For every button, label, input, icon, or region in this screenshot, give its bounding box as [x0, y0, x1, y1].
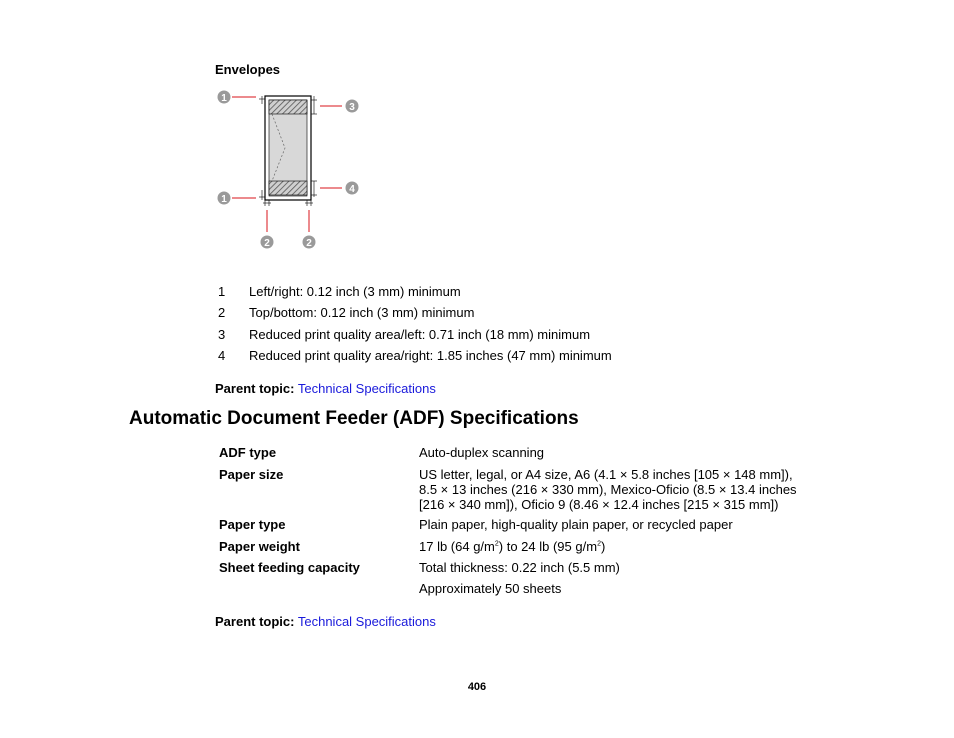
- page-number: 406: [467, 681, 487, 693]
- svg-text:3: 3: [349, 102, 355, 113]
- envelope-shape: [265, 96, 311, 200]
- spec-value: Plain paper, high-quality plain paper, or recycled paper: [419, 517, 733, 532]
- spec-value-line: 8.5 × 13 inches (216 × 330 mm), Mexico-Oficio (8.5 × 13.4 inches: [419, 482, 797, 497]
- callout-4: [346, 182, 359, 196]
- parent-topic-adf: [215, 614, 436, 629]
- legend-text: Reduced print quality area/right: 1.85 inches (47 mm) minimum: [249, 348, 612, 363]
- reduced-quality-area-top: [269, 100, 307, 114]
- legend-text: Top/bottom: 0.12 inch (3 mm) minimum: [249, 305, 475, 320]
- svg-text:2: 2: [264, 238, 270, 249]
- spec-value: 17 lb (64 $g/m^2$) to 24 lb (95 $g/m^2$): [419, 539, 606, 554]
- spec-value-line: [216 × 340 mm]), Oficio 9 (8.46 × 12.4 inches [215 × 315 mm]): [419, 497, 779, 512]
- callout-2-left: [261, 236, 274, 250]
- legend-text: Left/right: 0.12 inch (3 mm) minimum: [249, 284, 461, 299]
- callout-1-bottom: [218, 192, 231, 206]
- svg-text:1: 1: [221, 194, 227, 205]
- parent-topic-label: Parent topic:: [215, 614, 295, 629]
- adf-specifications-heading: Automatic Document Feeder (ADF) Specifications: [129, 408, 579, 429]
- svg-text:1: 1: [221, 93, 227, 104]
- legend-number: 2: [218, 305, 226, 320]
- parent-topic-label: Parent topic:: [215, 381, 295, 396]
- legend-text: Reduced print quality area/left: 0.71 inch (18 mm) minimum: [249, 327, 591, 342]
- callout-3: [346, 100, 359, 114]
- legend-number: 3: [218, 327, 226, 342]
- envelopes-heading: Envelopes: [215, 62, 281, 77]
- parent-topic-link[interactable]: Technical Specifications: [297, 381, 436, 396]
- spec-value: Total thickness: 0.22 inch (5.5 mm): [419, 560, 620, 575]
- spec-key: Paper size: [219, 467, 284, 482]
- spec-key: Paper weight: [219, 539, 300, 554]
- envelope-margin-diagram: [210, 84, 370, 256]
- svg-text:2: 2: [306, 238, 312, 249]
- spec-key: Sheet feeding capacity: [219, 560, 360, 575]
- spec-key: Paper type: [219, 517, 286, 532]
- legend-number: 1: [218, 284, 226, 299]
- reduced-quality-area-bottom: [269, 181, 307, 195]
- parent-topic-link[interactable]: Technical Specifications: [297, 614, 436, 629]
- spec-value-line: US letter, legal, or A4 size, A6 (4.1 × 5.8 inches [105 × 148 mm]),: [419, 467, 793, 482]
- legend-number: 4: [218, 348, 226, 363]
- spec-value: [419, 467, 814, 512]
- callout-1-top: [218, 91, 231, 105]
- svg-text:4: 4: [349, 184, 355, 195]
- spec-value: Approximately 50 sheets: [419, 581, 562, 596]
- callout-2-right: [303, 236, 316, 250]
- spec-value: Auto-duplex scanning: [419, 445, 545, 460]
- spec-key: ADF type: [219, 445, 277, 460]
- parent-topic-envelopes: [215, 381, 436, 396]
